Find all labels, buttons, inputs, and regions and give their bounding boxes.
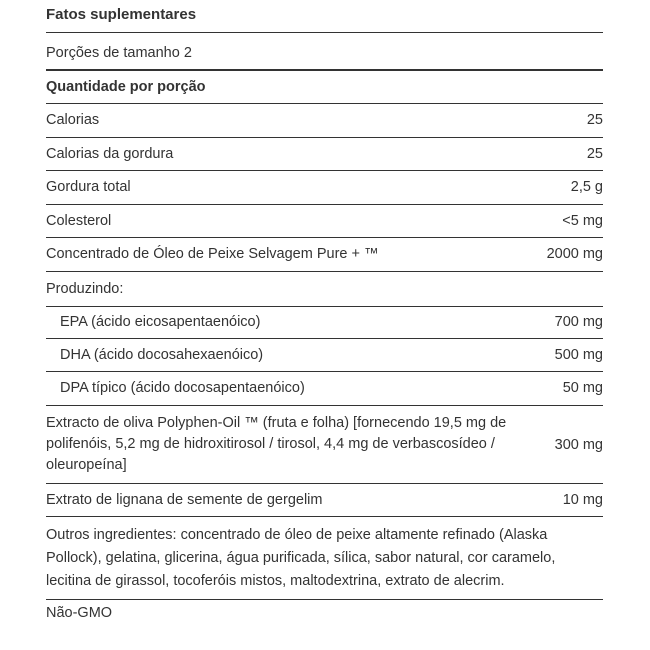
nutrient-value: 10 mg (562, 491, 603, 508)
sub-nutrient-label: DHA (ácido docosahexaenóico) (60, 346, 264, 363)
nutrient-label: Colesterol (46, 212, 112, 229)
producing-label: Produzindo: (46, 280, 124, 297)
supplement-facts-panel (46, 0, 603, 624)
nutrient-value: 300 mg (554, 437, 603, 453)
non-gmo-note: Não-GMO (46, 605, 113, 621)
nutrient-value: 2,5 g (570, 179, 603, 196)
panel-title: Fatos suplementares (46, 0, 603, 33)
sub-nutrient-label: DPA típico (ácido docosapentaenóico) (60, 380, 305, 396)
serving-size-label: Porções de tamanho 2 (46, 45, 192, 61)
serving-size-row (46, 33, 603, 71)
nutrient-label: Calorias (46, 112, 100, 129)
nutrient-row-fat-calories (46, 138, 603, 172)
nutrient-label: Concentrado de Óleo de Peixe Selvagem Pure + ™ (46, 246, 379, 263)
sub-nutrient-value: 700 mg (554, 314, 603, 330)
sub-nutrient-row-epa (46, 306, 603, 339)
other-ingredients: Outros ingredientes: concentrado de óleo de peixe altamente refinado (Alaska Pollock), gelatina, glicerina, água purificada, sílica, sabor natural, cor caramelo, lecitina de girassol, tocoferóis mistos, maltodextrina, extrato de alecrim. (46, 517, 603, 600)
amount-per-serving-row (46, 71, 603, 104)
sub-nutrient-label: EPA (ácido eicosapentaenóico) (60, 314, 261, 330)
nutrient-row-calories (46, 104, 603, 138)
sub-nutrient-value: 500 mg (554, 346, 603, 363)
nutrient-value: 2000 mg (546, 246, 603, 263)
nutrient-label: Calorias da gordura (46, 145, 174, 162)
sub-nutrient-value: 50 mg (562, 380, 603, 396)
amount-per-serving-label: Quantidade por porção (46, 79, 206, 95)
nutrient-label: Extracto de oliva Polyphen-Oil ™ (fruta e folha) [fornecendo 19,5 mg de polifenóis, 5,2 mg de hidroxitirosol / tirosol, 4,4 mg de verbascosídeo / oleuropeína] (46, 414, 507, 473)
sub-nutrient-row-dpa (46, 372, 603, 405)
nutrient-value: <5 mg (562, 212, 603, 229)
nutrient-value: 25 (586, 112, 603, 129)
producing-row (46, 272, 603, 306)
nutrient-row-olive-extract (46, 406, 603, 484)
nutrient-row-cholesterol (46, 205, 603, 239)
nutrient-row-fish-oil (46, 238, 603, 272)
nutrient-row-sesame-lignan (46, 484, 603, 518)
nutrient-value: 25 (586, 145, 603, 162)
nutrient-label: Gordura total (46, 179, 131, 196)
nutrient-label: Extrato de lignana de semente de gergelim (46, 491, 323, 508)
fatty-acid-breakdown (46, 306, 603, 406)
nutrient-row-total-fat (46, 171, 603, 205)
sub-nutrient-row-dha (46, 339, 603, 372)
